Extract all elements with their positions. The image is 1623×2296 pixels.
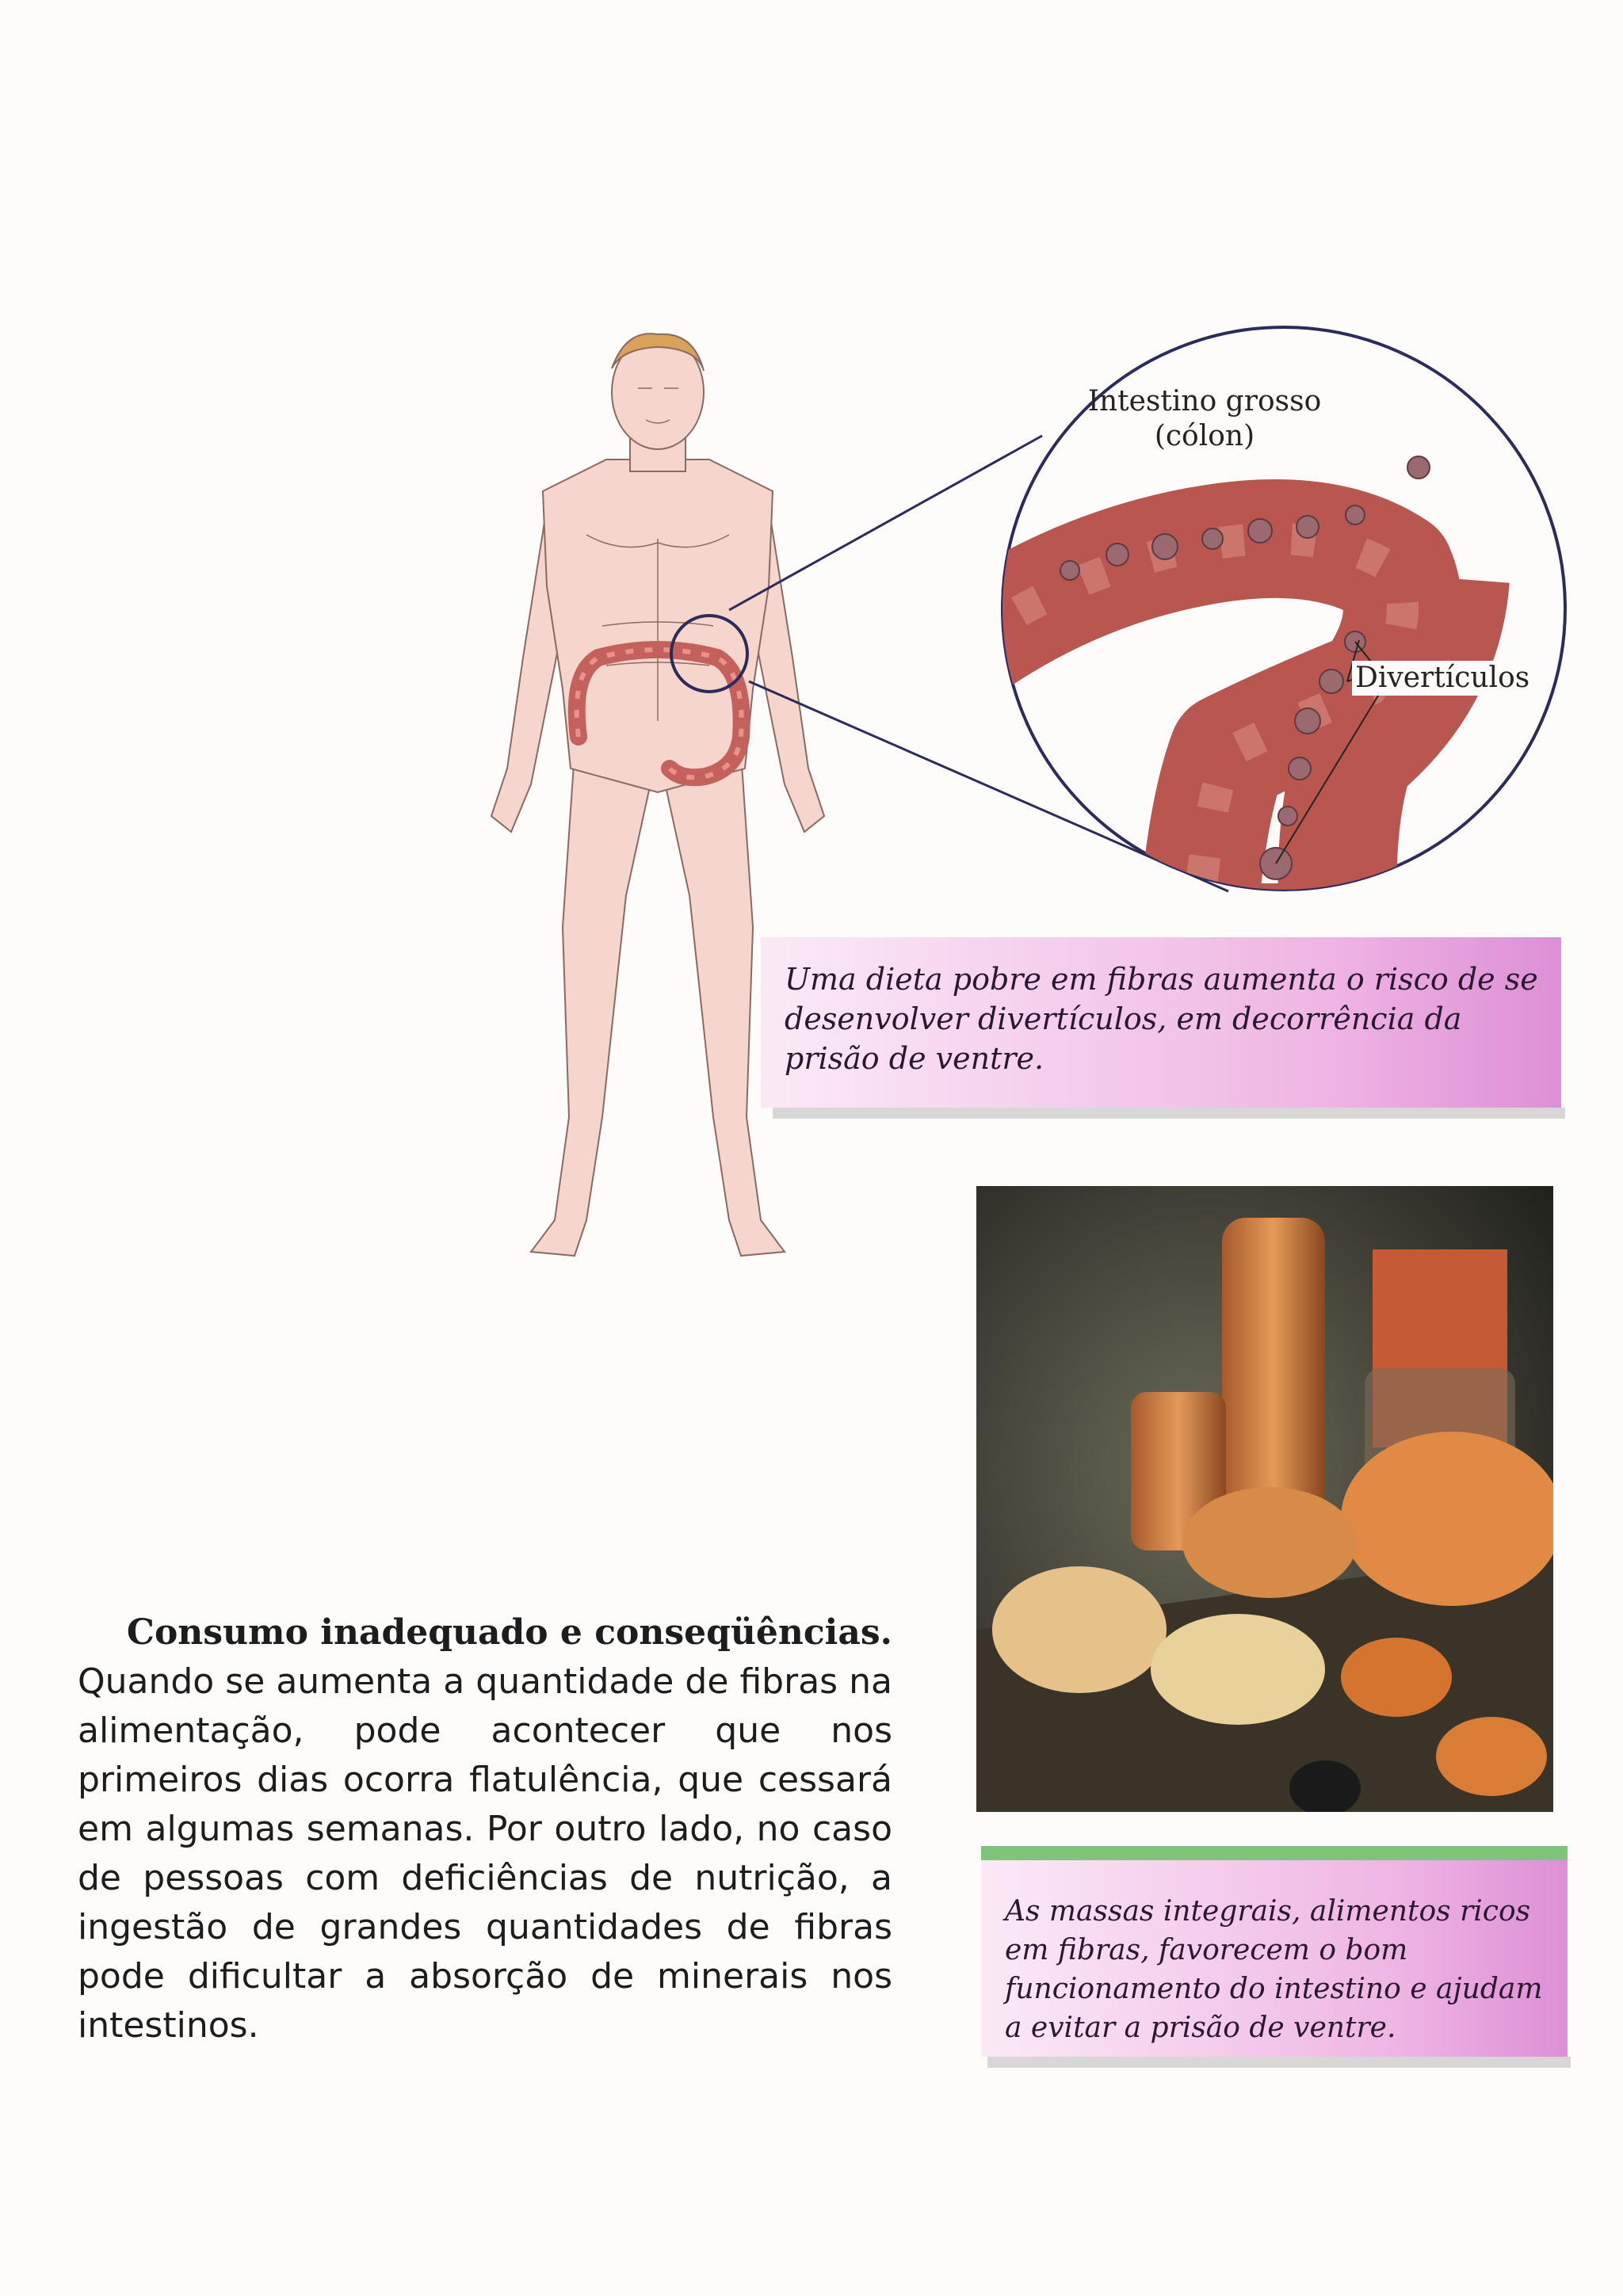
colon-label — [1054, 384, 1355, 454]
diet-caption: Uma dieta pobre em fibras aumenta o risco de se desenvolver divertículos, em decorrência da prisão de ventre. — [761, 937, 1561, 1108]
caption-shadow — [773, 1108, 1565, 1119]
colon-label-line1: Intestino grosso — [1087, 385, 1322, 418]
body-text: Quando se aumenta a quantidade de fibras na alimentação, pode acontecer que nos primeiros dias ocorra flatulência, que cessará em algumas semanas. Por outro lado, no caso de pessoas com deficiências de nutrição, a ingestão de grandes quantidades de fibras pode dificultar a absorção de minerais nos intestinos. — [78, 1661, 892, 2046]
colon-label-line2: (cólon) — [1154, 420, 1255, 452]
colon-zoom-illustration — [515, 309, 1577, 935]
caption-shadow — [987, 2057, 1571, 2068]
section-heading: Consumo inadequado e conseqüências. — [126, 1612, 892, 1653]
body-paragraph — [78, 1608, 892, 2050]
whole-grain-pasta-photo — [976, 1186, 1553, 1812]
pasta-caption: As massas integrais, alimentos ricos em fibras, favorecem o bom funcionamento do intestino e ajudam a evitar a prisão de ventre. — [981, 1846, 1568, 2057]
diverticula-label: Divertículos — [1352, 661, 1533, 696]
